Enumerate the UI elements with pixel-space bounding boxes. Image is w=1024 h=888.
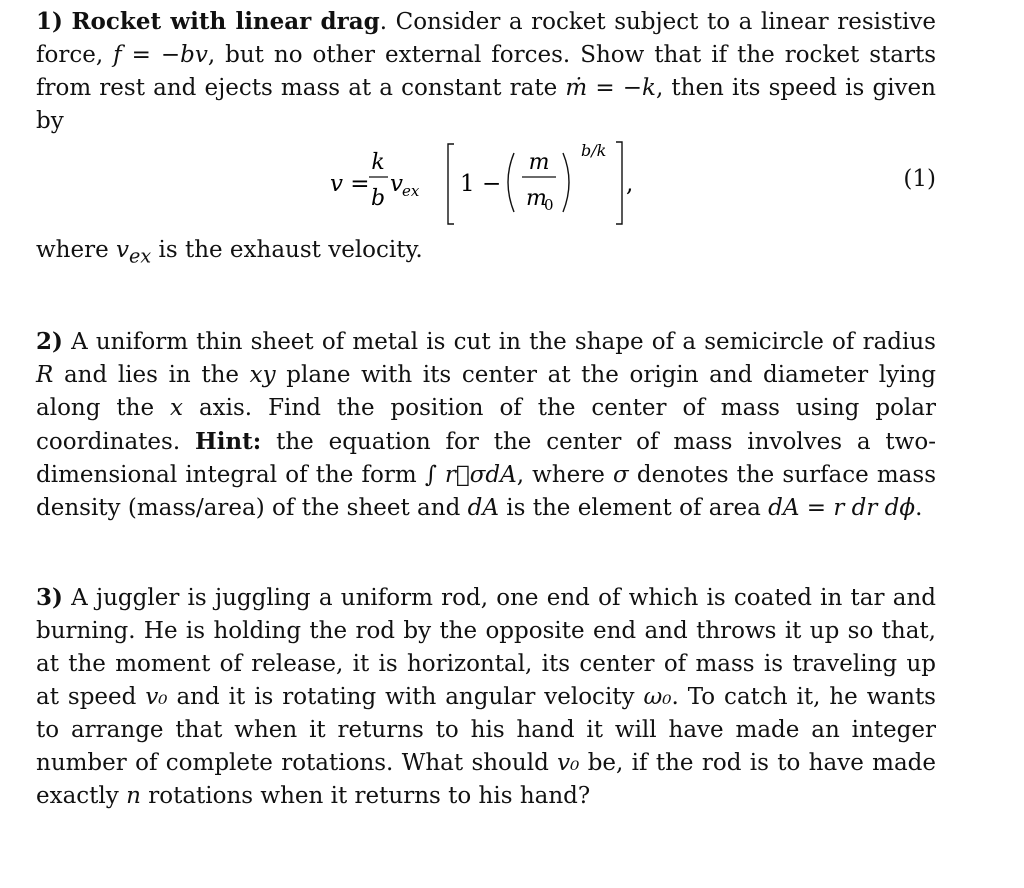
problem-2-text-b: and lies in the: [53, 362, 250, 388]
problem-2-text-e: the equation for the center of mass involves a two-dimensional integral of the form: [36, 429, 936, 488]
eq-vex-sub: ex: [402, 182, 420, 200]
dA-symbol: dA: [467, 495, 499, 521]
where-v: v: [116, 237, 130, 263]
problem-2-text-d: axis. Find the position of the center of mass using polar coordinates.: [36, 395, 936, 455]
eq-right-bracket: [616, 142, 622, 224]
problem-1-text-c: , then its speed is given by: [36, 75, 936, 134]
where-sub: ex: [129, 244, 152, 268]
omega0-symbol: ω₀: [643, 684, 672, 710]
eq-one-minus: 1 −: [460, 171, 502, 197]
equation-number: (1): [903, 166, 936, 192]
hint-label: Hint:: [194, 428, 262, 455]
problem-2-text-f: , where: [516, 462, 614, 488]
v0-symbol: v₀: [145, 684, 168, 710]
eq-vex: v: [390, 171, 403, 197]
eq-exponent: b/k: [581, 141, 607, 160]
problem-3-text-c: . To catch it, he wants to arrange that when it returns to his hand it will have made an integer number of complete rotations. What should: [36, 684, 936, 776]
problem-1-label: 1): [36, 8, 63, 35]
problem-2-text: [36, 325, 936, 525]
where-line: [36, 237, 423, 268]
eq-left-bracket: [448, 144, 454, 224]
eq-comma: ,: [626, 171, 634, 197]
eq-lhs: v =: [330, 171, 370, 197]
equation-1: [36, 136, 936, 236]
problem-3-label: 3): [36, 584, 63, 611]
eq-frac-num: k: [371, 150, 385, 175]
x-symbol: x: [170, 395, 184, 421]
problem-3-text-b: and it is rotating with angular velocity: [167, 684, 644, 710]
radius-symbol: R: [36, 362, 54, 388]
where-prefix: where: [36, 237, 117, 263]
drag-force-expression: f = −bv: [113, 42, 208, 68]
problem-2-text-c: plane with its center at the origin and diameter lying along the: [36, 362, 936, 421]
problem-3-text-e: rotations when it returns to his hand?: [140, 783, 591, 809]
problem-2-label: 2): [36, 328, 63, 355]
problem-2-text-a: A uniform thin sheet of metal is cut in the shape of a semicircle of radius: [62, 329, 936, 355]
eq-m-num: m: [528, 150, 550, 175]
sigma-symbol: σ: [613, 462, 629, 488]
mass-rate-expression: ṁ = −k: [565, 75, 656, 101]
eq-m-den: m: [526, 186, 547, 211]
problem-2-text-h: is the element of area: [498, 495, 769, 521]
problem-1-text: [36, 5, 936, 138]
area-element-expression: dA = r dr dϕ: [768, 495, 916, 521]
integral-expression: ∫ r⃗σdA: [424, 462, 517, 488]
v0-symbol-2: v₀: [557, 750, 580, 776]
eq-right-paren: [563, 153, 569, 212]
problem-2-text-g: denotes the surface mass density (mass/area) of the sheet and: [36, 462, 936, 521]
eq-m-den-sub: 0: [544, 196, 554, 214]
problem-3-text: [36, 581, 936, 813]
n-symbol: n: [126, 783, 141, 809]
eq-left-paren: [508, 153, 514, 212]
where-suffix: is the exhaust velocity.: [151, 237, 423, 263]
problem-1-title: Rocket with linear drag: [71, 8, 380, 35]
problem-3-text-d: be, if the rod is to have made exactly: [36, 750, 936, 809]
eq-frac-den: b: [370, 186, 386, 211]
problem-2-text-i: .: [915, 495, 923, 521]
equation-1-svg: [36, 136, 676, 236]
problem-3-text-a: A juggler is juggling a uniform rod, one end of which is coated in tar and burning. He is holding the rod by the opposite end and throws it up so that, at the moment of release, it is horizontal, its center of mass is traveling up at speed: [36, 585, 936, 710]
problem-1-text-a: . Consider a rocket subject to a linear resistive force,: [36, 9, 936, 68]
xy-symbol: xy: [249, 362, 276, 388]
problem-1-text-b: , but no other external forces. Show that if the rocket starts from rest and ejects mass at a constant rate: [36, 42, 936, 101]
